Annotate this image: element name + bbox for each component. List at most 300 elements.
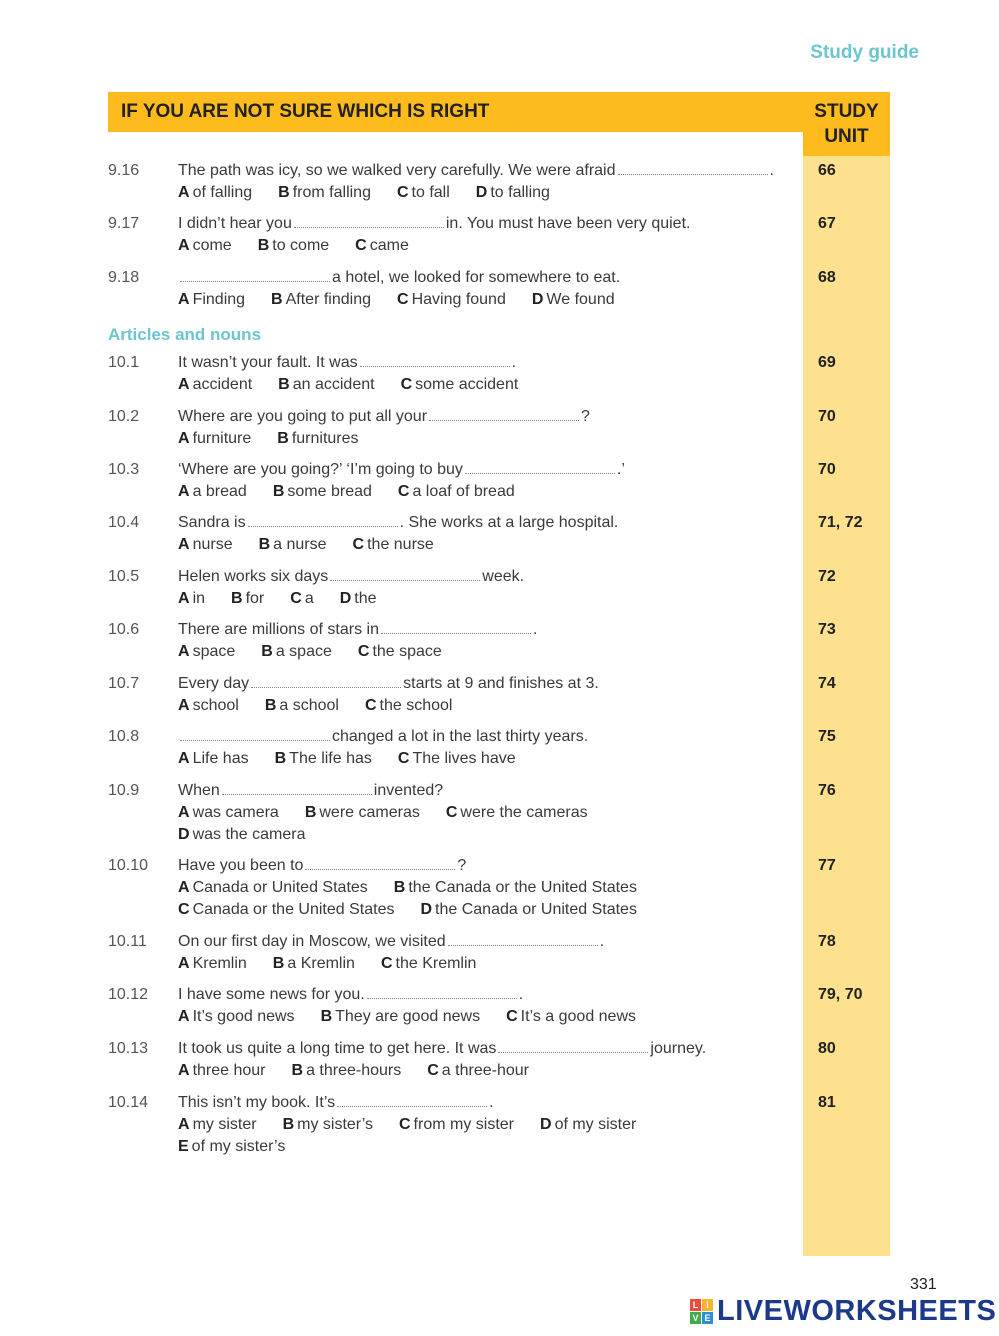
option-text: were the cameras <box>460 804 588 821</box>
option-text: the Kremlin <box>395 955 477 972</box>
option-letter: A <box>178 536 190 553</box>
answer-option[interactable] <box>178 802 279 824</box>
option-letter: B <box>272 483 285 500</box>
option-letter: C <box>397 483 410 500</box>
options-row <box>178 1136 798 1158</box>
section-title-articles-and-nouns: Articles and nouns <box>108 325 262 344</box>
stem-text-after: .’ <box>616 461 625 478</box>
logo-tile: L <box>690 1299 701 1311</box>
option-letter: A <box>178 1062 190 1079</box>
option-text: Finding <box>192 291 246 308</box>
answer-option[interactable] <box>178 235 232 257</box>
stem-text-after: a hotel, we looked for somewhere to eat. <box>332 269 621 286</box>
answer-option[interactable] <box>178 748 249 770</box>
question-number: 10.9 <box>108 782 140 799</box>
answer-option[interactable] <box>258 235 329 257</box>
answer-option[interactable] <box>358 641 442 663</box>
stem-text-before: Every day <box>178 675 250 692</box>
question-stem <box>178 160 798 182</box>
question-number: 10.5 <box>108 568 140 585</box>
answer-option[interactable] <box>178 428 251 450</box>
option-letter: C <box>290 590 302 607</box>
answer-blank[interactable] <box>305 855 455 870</box>
answer-option[interactable] <box>178 1006 295 1028</box>
question-stem <box>178 459 798 481</box>
logo-text: LIVEWORKSHEETS <box>717 1294 997 1327</box>
answer-option[interactable] <box>273 953 355 975</box>
answer-blank[interactable] <box>337 1092 487 1107</box>
option-text: Canada or United States <box>192 879 368 896</box>
answer-option[interactable] <box>178 534 233 556</box>
answer-option[interactable] <box>506 1006 636 1028</box>
answer-option[interactable] <box>321 1006 481 1028</box>
question-stem <box>178 1092 798 1114</box>
option-letter: C <box>397 750 410 767</box>
stem-text-before: Helen works six days <box>178 568 329 585</box>
answer-option[interactable] <box>178 374 252 396</box>
answer-option[interactable] <box>398 748 516 770</box>
options-row <box>178 1006 798 1028</box>
option-text: space <box>192 643 236 660</box>
question-body <box>178 984 798 1028</box>
options-row <box>178 899 798 921</box>
option-text: a school <box>279 697 339 714</box>
stem-text-before: I didn’t hear you <box>178 215 292 232</box>
question-stem <box>178 406 798 428</box>
answer-option[interactable] <box>178 877 368 899</box>
options-row <box>178 1114 798 1136</box>
stem-text-before: The path was icy, so we walked very carefully. We were afraid <box>178 162 616 179</box>
option-letter: A <box>178 237 190 254</box>
stem-text-after: . <box>518 986 524 1003</box>
stem-text-before: ‘Where are you going?’ ‘I’m going to buy <box>178 461 463 478</box>
answer-option[interactable] <box>427 1060 529 1082</box>
option-letter: A <box>178 879 190 896</box>
answer-blank[interactable] <box>448 931 598 946</box>
option-text: the <box>354 590 377 607</box>
answer-option[interactable] <box>283 1114 373 1136</box>
option-letter: A <box>178 697 190 714</box>
option-text: an accident <box>292 376 375 393</box>
answer-option[interactable] <box>178 481 247 503</box>
option-text: The lives have <box>412 750 516 767</box>
study-unit-ref: 69 <box>818 354 836 371</box>
option-text: furnitures <box>291 430 359 447</box>
question-stem <box>178 931 798 953</box>
option-letter: B <box>278 184 290 201</box>
option-text: Canada or the United States <box>192 901 395 918</box>
option-text: school <box>192 697 239 714</box>
option-letter: A <box>178 483 190 500</box>
answer-blank[interactable] <box>180 726 330 741</box>
answer-option[interactable] <box>397 182 450 204</box>
options-row <box>178 802 798 824</box>
option-letter: A <box>178 430 190 447</box>
option-text: some accident <box>415 376 519 393</box>
option-letter: A <box>178 184 190 201</box>
option-text: After finding <box>285 291 371 308</box>
stem-text-before: Have you been to <box>178 857 304 874</box>
option-text: Life has <box>192 750 249 767</box>
options-row <box>178 877 798 899</box>
options-row <box>178 289 798 311</box>
option-text: three hour <box>192 1062 266 1079</box>
option-letter: D <box>420 901 433 918</box>
answer-option[interactable] <box>420 899 636 921</box>
answer-option[interactable] <box>446 802 588 824</box>
answer-blank[interactable] <box>498 1038 648 1053</box>
answer-blank[interactable] <box>330 566 480 581</box>
answer-option[interactable] <box>178 182 252 204</box>
stem-text-before: When <box>178 782 220 799</box>
answer-option[interactable] <box>340 588 377 610</box>
answer-option[interactable] <box>265 695 339 717</box>
answer-option[interactable] <box>231 588 264 610</box>
option-text: the school <box>379 697 453 714</box>
question-number: 10.6 <box>108 621 140 638</box>
stem-text-before: It wasn’t your fault. It was <box>178 354 358 371</box>
answer-option[interactable] <box>355 235 409 257</box>
option-letter: C <box>178 901 190 918</box>
logo-tile: V <box>690 1312 701 1324</box>
option-text: of my sister’s <box>191 1138 286 1155</box>
answer-blank[interactable] <box>618 160 768 175</box>
option-text: come <box>192 237 232 254</box>
answer-option[interactable] <box>178 1114 257 1136</box>
page-number: 331 <box>910 1276 937 1293</box>
stem-text-after: ? <box>457 857 467 874</box>
answer-option[interactable] <box>381 953 476 975</box>
option-text: Having found <box>411 291 506 308</box>
options-row <box>178 182 798 204</box>
study-unit-ref: 67 <box>818 215 836 232</box>
stem-text-before: This isn’t my book. It’s <box>178 1094 336 1111</box>
answer-option[interactable] <box>397 289 506 311</box>
options-row <box>178 428 798 450</box>
option-letter: B <box>261 643 273 660</box>
study-unit-ref: 77 <box>818 857 836 874</box>
question-body <box>178 619 798 663</box>
option-letter: A <box>178 643 190 660</box>
question-stem <box>178 512 798 534</box>
study-unit-ref: 76 <box>818 782 836 799</box>
stem-text-after: . <box>489 1094 494 1111</box>
answer-option[interactable] <box>277 428 358 450</box>
answer-option[interactable] <box>178 289 245 311</box>
answer-option[interactable] <box>178 695 239 717</box>
option-letter: D <box>339 590 352 607</box>
option-text: from falling <box>292 184 371 201</box>
option-text: in <box>192 590 206 607</box>
option-letter: C <box>355 237 367 254</box>
question-body <box>178 1038 798 1082</box>
answer-option[interactable] <box>275 748 372 770</box>
option-text: my sister’s <box>297 1116 373 1133</box>
study-unit-ref: 73 <box>818 621 836 638</box>
question-number: 9.17 <box>108 215 140 232</box>
options-row <box>178 534 798 556</box>
answer-option[interactable] <box>532 289 615 311</box>
stem-text-after: journey. <box>650 1040 707 1057</box>
stem-text-after: . <box>769 162 774 179</box>
option-text: They are good news <box>335 1008 481 1025</box>
option-letter: B <box>304 804 317 821</box>
stem-text-after: starts at 9 and finishes at 3. <box>403 675 599 692</box>
option-letter: A <box>178 750 190 767</box>
option-letter: E <box>178 1138 189 1155</box>
answer-option[interactable] <box>398 481 515 503</box>
option-text: furniture <box>192 430 252 447</box>
stem-text-before: Where are you going to put all your <box>178 408 428 425</box>
option-letter: B <box>258 536 271 553</box>
option-text: It’s good news <box>192 1008 295 1025</box>
question-number: 10.14 <box>108 1094 149 1111</box>
answer-option[interactable] <box>290 588 313 610</box>
answer-blank[interactable] <box>367 984 517 999</box>
answer-option[interactable] <box>394 877 637 899</box>
option-letter: B <box>231 590 243 607</box>
question-body <box>178 352 798 396</box>
answer-blank[interactable] <box>381 619 531 634</box>
option-letter: C <box>357 643 370 660</box>
study-unit-ref: 66 <box>818 162 836 179</box>
option-text: the Canada or the United States <box>408 879 637 896</box>
option-text: to come <box>272 237 330 254</box>
answer-option[interactable] <box>401 374 519 396</box>
option-letter: A <box>178 1116 190 1133</box>
question-stem <box>178 619 798 641</box>
stem-text-before: Sandra is <box>178 514 246 531</box>
question-body <box>178 931 798 975</box>
study-unit-ref: 78 <box>818 933 836 950</box>
option-text: of my sister <box>554 1116 637 1133</box>
stem-text-after: changed a lot in the last thirty years. <box>332 728 589 745</box>
option-letter: C <box>398 1116 411 1133</box>
stem-text-after: ? <box>581 408 590 425</box>
option-letter: D <box>475 184 488 201</box>
answer-option[interactable] <box>261 641 332 663</box>
logo-tile: I <box>702 1299 713 1311</box>
answer-option[interactable] <box>273 481 372 503</box>
option-letter: C <box>427 1062 439 1079</box>
option-letter: C <box>506 1008 518 1025</box>
study-unit-ref: 79, 70 <box>818 986 863 1003</box>
study-unit-ref: 68 <box>818 269 836 286</box>
logo-mark-icon <box>690 1299 713 1324</box>
option-text: The life has <box>289 750 372 767</box>
question-body <box>178 780 798 846</box>
answer-option[interactable] <box>178 953 247 975</box>
option-text: of falling <box>192 184 253 201</box>
option-text: to fall <box>411 184 450 201</box>
answer-blank[interactable] <box>248 512 398 527</box>
study-unit-ref: 72 <box>818 568 836 585</box>
answer-option[interactable] <box>305 802 420 824</box>
stem-text-after: invented? <box>373 782 444 799</box>
study-unit-column <box>803 156 890 1256</box>
option-text: We found <box>546 291 615 308</box>
logo-tile: E <box>702 1312 713 1324</box>
answer-option[interactable] <box>353 534 434 556</box>
option-text: my sister <box>192 1116 257 1133</box>
option-text: Kremlin <box>192 955 247 972</box>
study-unit-ref: 70 <box>818 461 836 478</box>
question-stem <box>178 267 798 289</box>
stem-text-before: There are millions of stars in <box>178 621 379 638</box>
stem-text-after: . She works at a large hospital. <box>399 514 619 531</box>
option-letter: B <box>393 879 406 896</box>
question-number: 10.10 <box>108 857 149 874</box>
stem-text-after: week. <box>482 568 525 585</box>
question-number: 10.7 <box>108 675 140 692</box>
answer-option[interactable] <box>178 899 394 921</box>
option-text: accident <box>192 376 253 393</box>
answer-option[interactable] <box>178 588 205 610</box>
option-letter: C <box>396 184 409 201</box>
study-unit-ref: 80 <box>818 1040 836 1057</box>
question-stem <box>178 726 798 748</box>
option-letter: B <box>291 1062 304 1079</box>
option-text: came <box>369 237 409 254</box>
answer-option[interactable] <box>278 182 371 204</box>
stem-text-after: . <box>511 354 517 371</box>
answer-blank[interactable] <box>294 213 444 228</box>
answer-blank[interactable] <box>360 352 510 367</box>
answer-option[interactable] <box>278 374 374 396</box>
option-text: a three-hours <box>306 1062 402 1079</box>
question-body <box>178 267 798 311</box>
option-letter: B <box>282 1116 295 1133</box>
options-row <box>178 235 798 257</box>
options-row <box>178 748 798 770</box>
answer-option[interactable] <box>178 1060 266 1082</box>
question-stem <box>178 855 798 877</box>
stem-text-after: . <box>599 933 605 950</box>
question-number: 10.12 <box>108 986 149 1003</box>
question-body <box>178 1092 798 1158</box>
answer-option[interactable] <box>271 289 371 311</box>
answer-blank[interactable] <box>180 267 330 282</box>
stem-text-after: in. You must have been very quiet. <box>445 215 691 232</box>
study-unit-ref: 75 <box>818 728 836 745</box>
answer-option[interactable] <box>476 182 550 204</box>
option-letter: A <box>178 590 190 607</box>
answer-blank[interactable] <box>429 406 579 421</box>
option-letter: D <box>178 826 190 843</box>
question-body <box>178 512 798 556</box>
answer-blank[interactable] <box>465 459 615 474</box>
question-number: 9.18 <box>108 269 140 286</box>
question-stem <box>178 352 798 374</box>
option-letter: B <box>320 1008 333 1025</box>
question-stem <box>178 780 798 802</box>
liveworksheets-logo <box>690 1296 996 1326</box>
option-letter: D <box>540 1116 552 1133</box>
study-unit-ref: 74 <box>818 675 836 692</box>
option-letter: B <box>257 237 270 254</box>
option-text: a loaf of bread <box>412 483 515 500</box>
study-unit-ref: 70 <box>818 408 836 425</box>
option-letter: C <box>400 376 413 393</box>
question-body <box>178 566 798 610</box>
option-letter: A <box>178 376 190 393</box>
answer-option[interactable] <box>178 824 306 846</box>
option-text: some bread <box>287 483 372 500</box>
question-body <box>178 213 798 257</box>
option-letter: C <box>397 291 409 308</box>
option-letter: A <box>178 1008 190 1025</box>
options-row <box>178 641 798 663</box>
stem-text-before: I have some news for you. <box>178 986 365 1003</box>
question-number: 9.16 <box>108 162 140 179</box>
option-text: the space <box>372 643 442 660</box>
option-letter: C <box>445 804 458 821</box>
question-stem <box>178 1038 798 1060</box>
answer-option[interactable] <box>399 1114 514 1136</box>
answer-blank[interactable] <box>222 780 372 795</box>
option-text: from my sister <box>413 1116 514 1133</box>
option-letter: A <box>178 955 190 972</box>
option-letter: B <box>271 291 283 308</box>
question-number: 10.1 <box>108 354 140 371</box>
question-number: 10.4 <box>108 514 140 531</box>
answer-option[interactable] <box>292 1060 402 1082</box>
question-stem <box>178 984 798 1006</box>
option-letter: B <box>264 697 277 714</box>
option-text: was the camera <box>192 826 306 843</box>
option-text: the Canada or United States <box>435 901 637 918</box>
question-stem <box>178 566 798 588</box>
option-text: a Kremlin <box>287 955 355 972</box>
question-body <box>178 160 798 204</box>
stem-text-after: . <box>532 621 538 638</box>
answer-option[interactable] <box>540 1114 636 1136</box>
stem-text-before: It took us quite a long time to get here. It was <box>178 1040 497 1057</box>
option-text: was camera <box>192 804 279 821</box>
option-text: a three-hour <box>441 1062 529 1079</box>
option-text: a space <box>275 643 332 660</box>
answer-option[interactable] <box>259 534 327 556</box>
options-row <box>178 481 798 503</box>
answer-option[interactable] <box>365 695 453 717</box>
question-body <box>178 726 798 770</box>
option-text: a bread <box>192 483 247 500</box>
question-stem <box>178 673 798 695</box>
study-unit-heading: STUDY UNIT <box>803 92 890 156</box>
answer-blank[interactable] <box>251 673 401 688</box>
option-text: a nurse <box>273 536 327 553</box>
option-text: nurse <box>192 536 233 553</box>
options-row <box>178 695 798 717</box>
option-letter: C <box>352 536 365 553</box>
option-text: to falling <box>490 184 550 201</box>
option-letter: B <box>274 750 287 767</box>
option-letter: C <box>364 697 377 714</box>
header-title: IF YOU ARE NOT SURE WHICH IS RIGHT <box>121 101 490 122</box>
answer-option[interactable] <box>178 641 235 663</box>
option-letter: A <box>178 291 190 308</box>
option-text: for <box>245 590 265 607</box>
option-text: the nurse <box>367 536 434 553</box>
option-letter: A <box>178 804 190 821</box>
options-row <box>178 374 798 396</box>
answer-option[interactable] <box>178 1136 285 1158</box>
option-letter: B <box>277 430 289 447</box>
running-title: Study guide <box>810 42 919 63</box>
question-stem <box>178 213 798 235</box>
option-text: a <box>304 590 314 607</box>
question-number: 10.3 <box>108 461 140 478</box>
